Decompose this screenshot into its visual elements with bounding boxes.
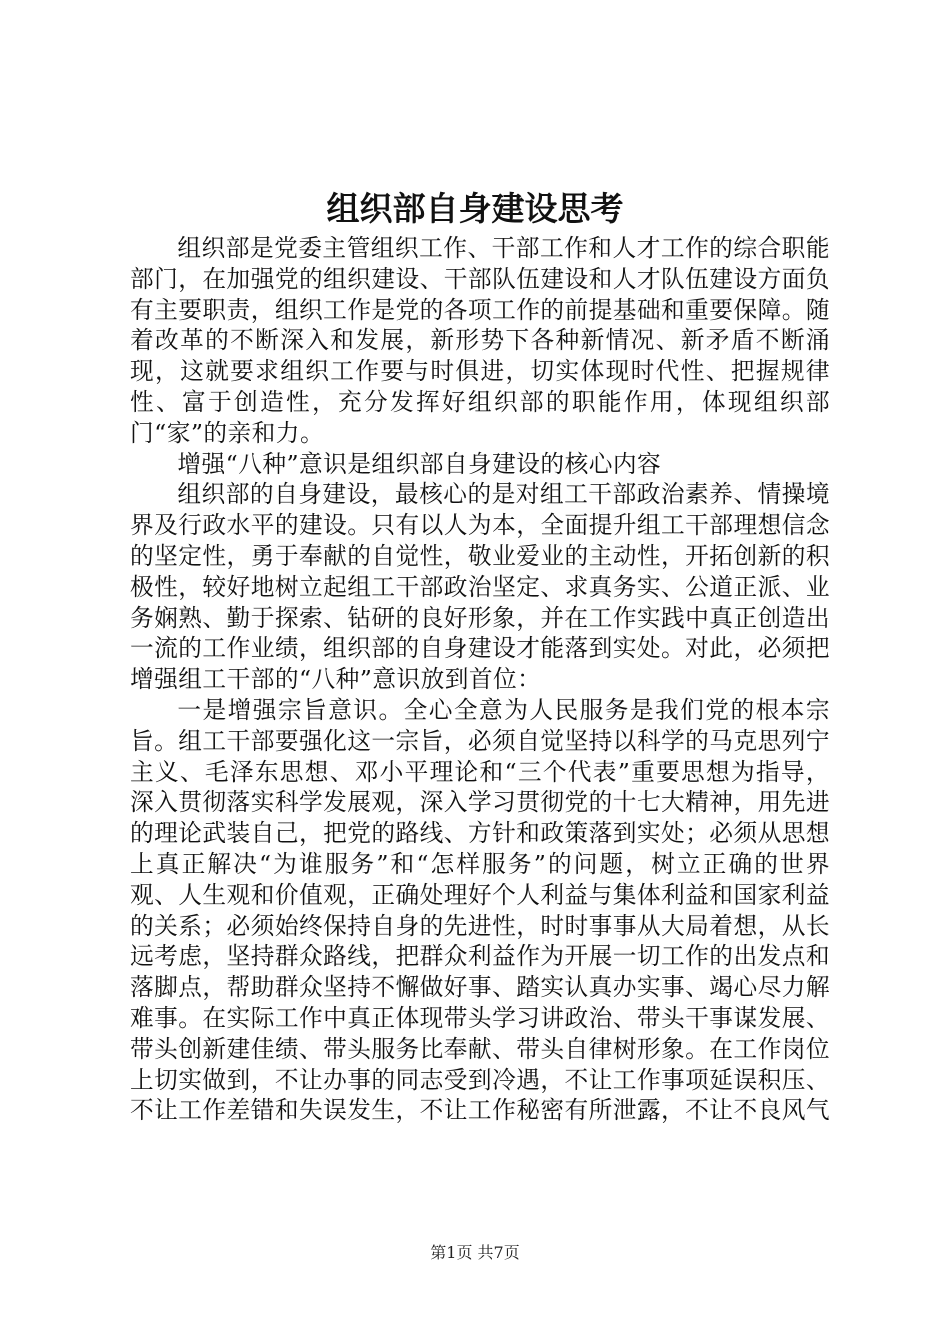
paragraph-point-one: 一是增强宗旨意识。全心全意为人民服务是我们党的根本宗旨。组工干部要强化这一宗旨，必须自觉坚持以科学的马克思列宁主义、毛泽东思想、邓小平理论和“三个代表”重要思想为指导，深入贯彻落实科学发展观，深入学习贯彻党的十七大精神，用先进的理论武装自己，把党的路线、方针和政策落到实处；必须从思想上真正解决“为谁服务”和“怎样服务”的问题，树立正确的世界观、人生观和价值观，正确处理好个人利益与集体利益和国家利益的关系；必须始终保持自身的先进性，时时事事从大局着想，从长远考虑，坚持群众路线，把群众利益作为开展一切工作的出发点和落脚点，帮助群众坚持不懈做好事、踏实认真办实事、竭心尽力解难事。在实际工作中真正体现带头学习讲政治、带头干事谋发展、带头创新建佳绩、带头服务比奉献、带头自律树形象。在工作岗位上切实做到，不让办事的同志受到冷遇，不让工作事项延误积压、不让工作差错和失误发生，不让工作秘密有所泄露，不让不良风气	[130, 695, 830, 1125]
document-title: 组织部自身建设思考	[326, 189, 624, 228]
paragraph-intro: 组织部是党委主管组织工作、干部工作和人才工作的综合职能部门，在加强党的组织建设、干部队伍建设和人才队伍建设方面负有主要职责，组织工作是党的各项工作的前提基础和重要保障。随着改革的不断深入和发展，新形势下各种新情况、新矛盾不断涌现，这就要求组织工作要与时俱进，切实体现时代性、把握规律性、富于创造性，充分发挥好组织部的职能作用，体现组织部门“家”的亲和力。	[130, 234, 830, 447]
document-body	[130, 233, 830, 1126]
page-number-footer: 第1页 共7页	[430, 1243, 520, 1262]
paragraph-core: 组织部的自身建设，最核心的是对组工干部政治素养、情操境界及行政水平的建设。只有以人为本，全面提升组工干部理想信念的坚定性，勇于奉献的自觉性，敬业爱业的主动性，开拓创新的积极性，较好地树立起组工干部政治坚定、求真务实、公道正派、业务娴熟、勤于探索、钻研的良好形象，并在工作实践中真正创造出一流的工作业绩，组织部的自身建设才能落到实处。对此，必须把增强组工干部的“八种”意识放到首位：	[130, 480, 830, 694]
section-heading: 增强“八种”意识是组织部自身建设的核心内容	[177, 449, 662, 478]
